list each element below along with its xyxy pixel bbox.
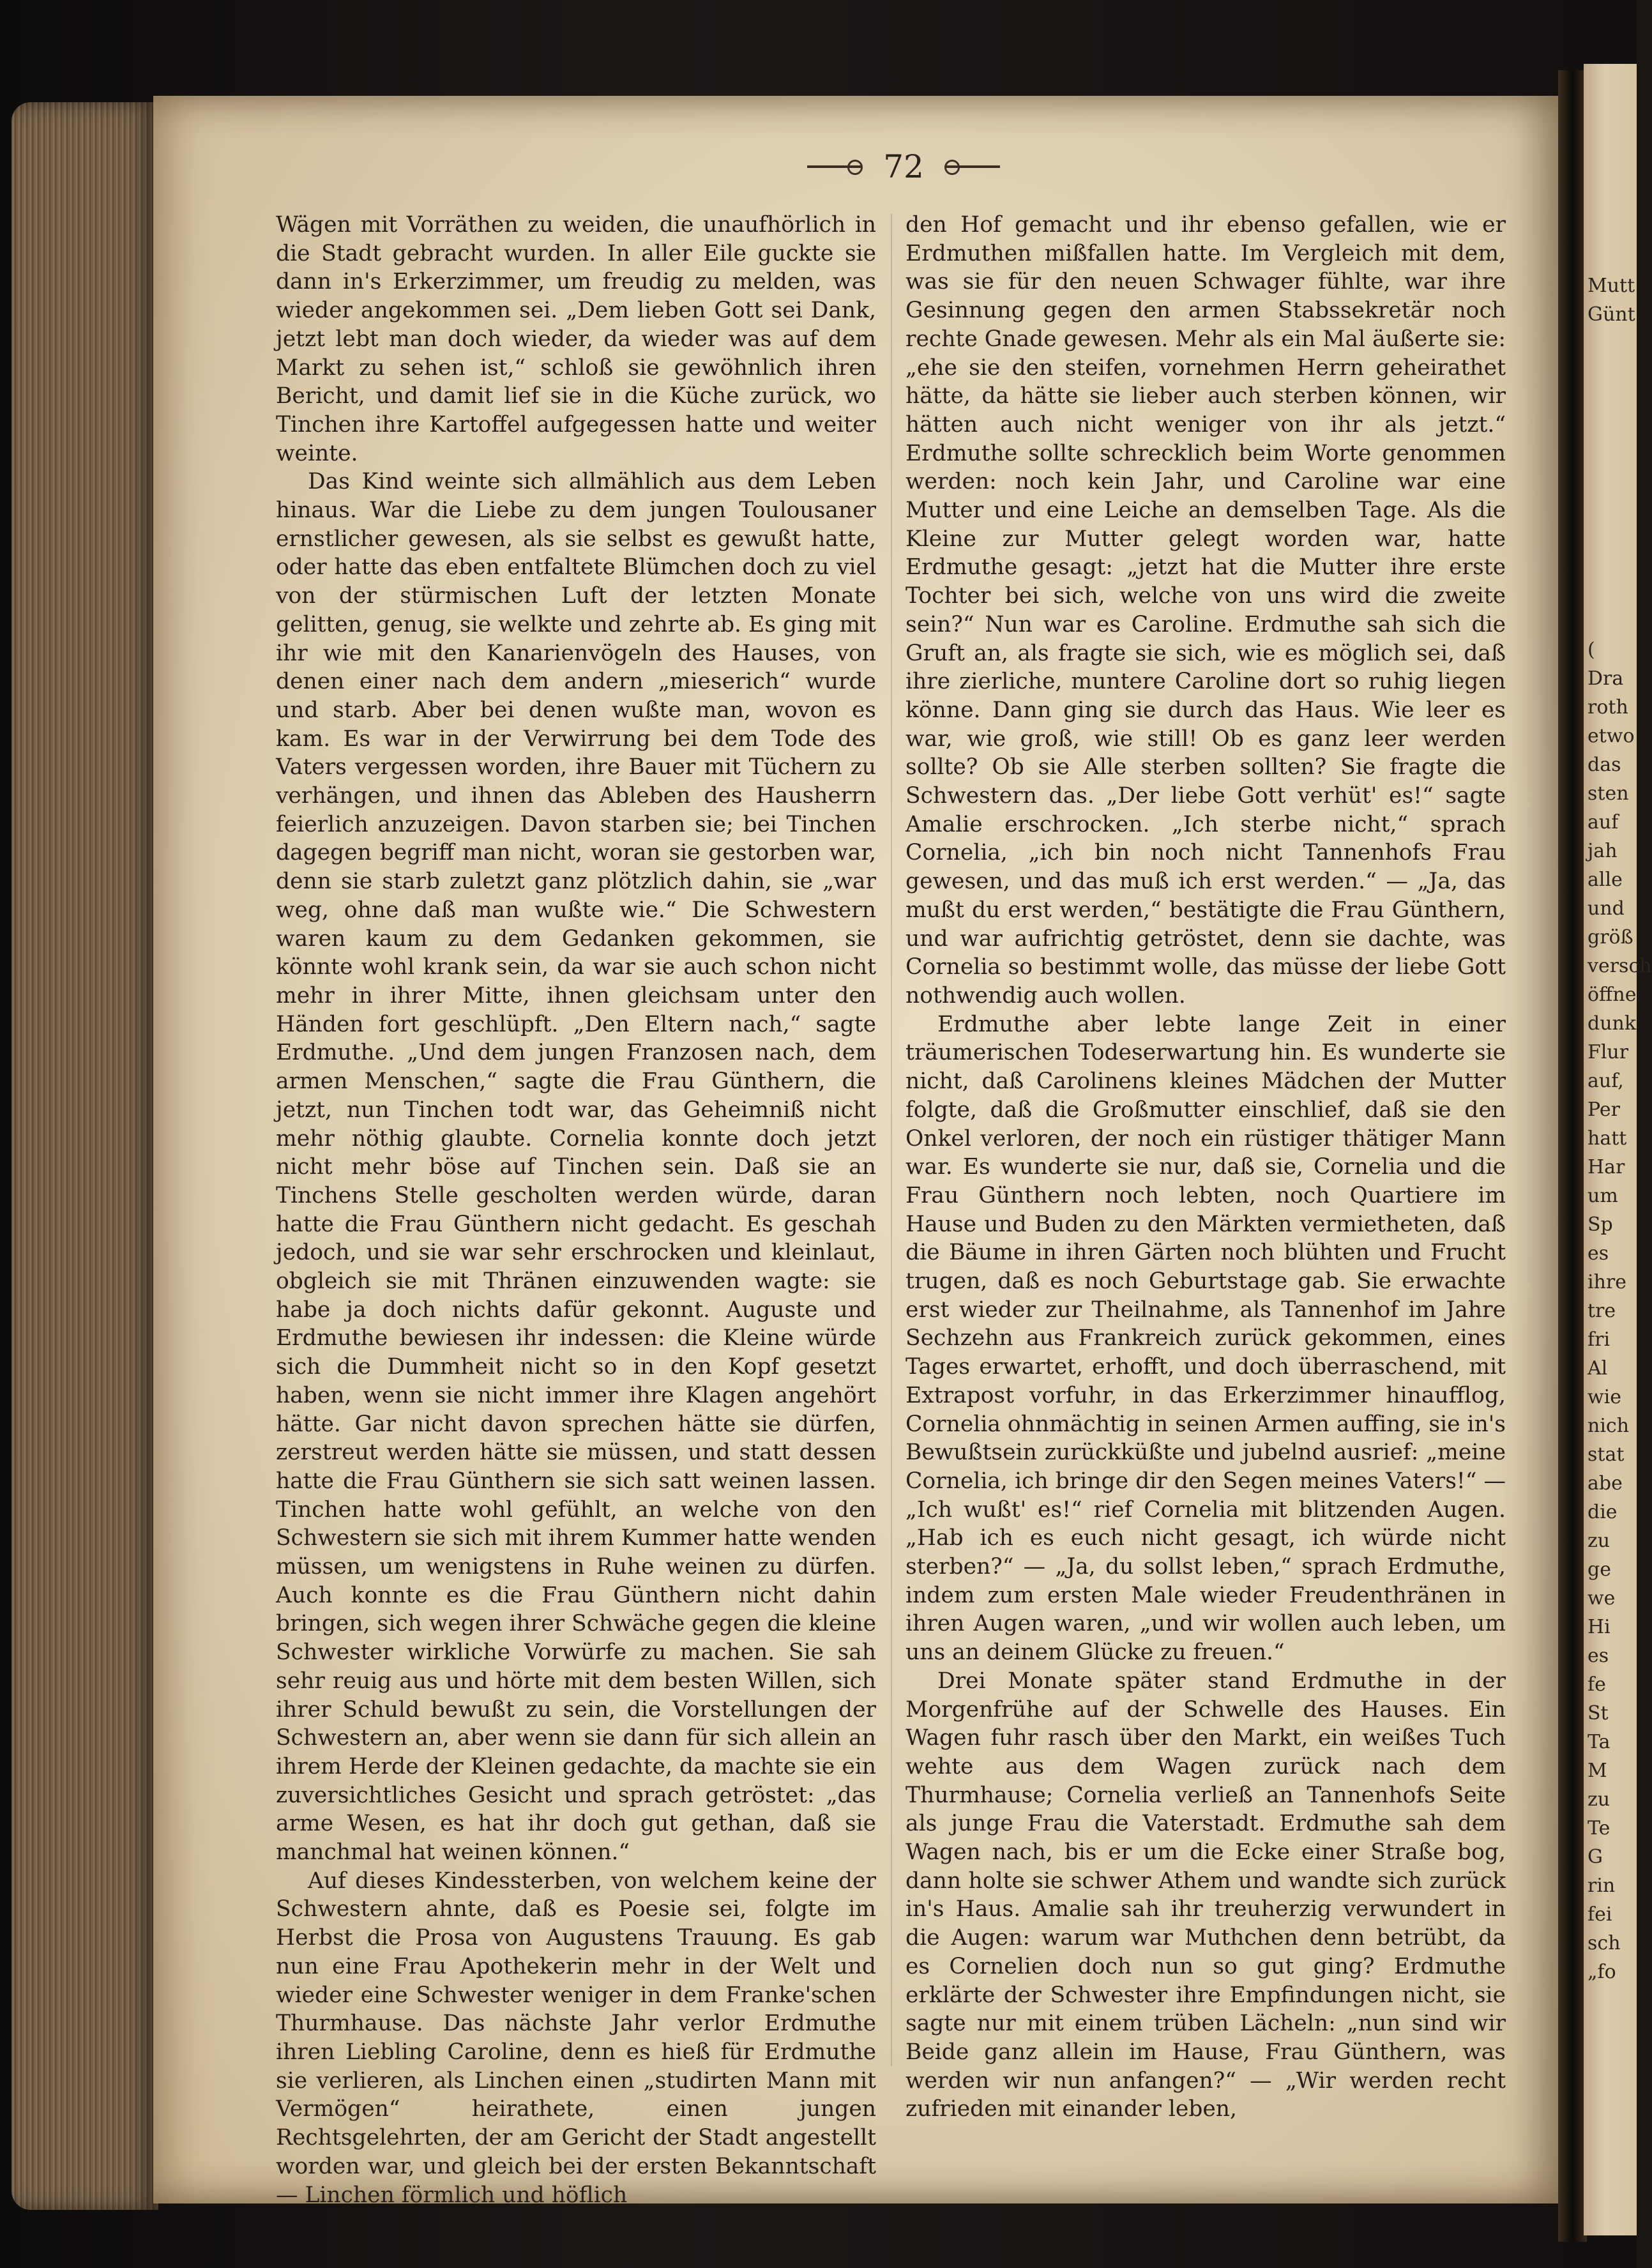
next-page-text-fragment: jah <box>1588 840 1618 862</box>
next-page-text-fragment: M <box>1588 1760 1607 1782</box>
paragraph: Erdmuthe aber lebte lange Zeit in einer träumerischen Todeserwartung hin. Es wunderte sie nicht, daß Carolinens kleines Mädchen der Mutter folgte, daß die Großmutter einschlief, daß sie den Onkel verloren, der noch ein rüstiger thätiger Mann war. Es wunderte sie nur, daß sie, Cornelia und die Frau Günthern noch lebten, noch Quartiere im Hause und Buden zu den Märkten vermietheten, daß die Bäume in ihren Gärten noch blühten und Frucht trugen, daß es noch Geburtstage gab. Sie erwachte erst wieder zur Theilnahme, als Tannenhof im Jahre Sechzehn aus Frankreich zurück gekommen, eines Tages erwartet, erhofft, und doch überraschend, mit Extrapost vorfuhr, in das Erkerzimmer hinaufflog, Cornelia ohnmächtig in seinen Armen auffing, sie in's Bewußtsein zurückküßte und jubelnd ausrief: „meine Cornelia, ich bringe dir den Segen meines Vaters!“ — „Ich wußt' es!“ rief Cornelia mit blitzenden Augen. „Hab ich es euch nicht gesagt, ich würde nicht sterben?“ — „Ja, du sollst leben,“ sprach Erdmuthe, indem zum ersten Male wieder Freudenthränen in ihren Augen waren, „und wir wollen auch leben, um uns an deinem Glücke zu freuen.“ <box>906 1011 1506 1666</box>
next-page-text-fragment: versch <box>1588 955 1652 977</box>
next-page-text-fragment: es <box>1588 1242 1609 1265</box>
next-page-text-fragment: auf, <box>1588 1070 1624 1092</box>
next-page-text-fragment: abe <box>1588 1472 1623 1495</box>
right-column <box>906 211 1506 2122</box>
next-page-text-fragment: zu <box>1588 1530 1610 1552</box>
next-page-text-fragment: dunk <box>1588 1012 1637 1035</box>
next-page-text-fragment: etwo <box>1588 725 1635 747</box>
next-page-text-fragment: die <box>1588 1501 1618 1523</box>
next-page-text-fragment: sten <box>1588 782 1629 805</box>
next-page-text-fragment: Al <box>1588 1357 1608 1380</box>
next-page-text-fragment: zu <box>1588 1788 1610 1811</box>
next-page-text-fragment: we <box>1588 1587 1616 1610</box>
next-page-text-fragment: hatt <box>1588 1127 1627 1150</box>
next-page-text-fragment: Dra <box>1588 667 1624 690</box>
next-page-text-fragment: Günt <box>1588 303 1635 326</box>
next-page-text-fragment: wie <box>1588 1386 1622 1408</box>
next-page-text-fragment: ( <box>1588 639 1595 661</box>
paragraph: Wägen mit Vorräthen zu weiden, die unaufhörlich in die Stadt gebracht wurden. In aller Eile guckte sie dann in's Erkerzimmer, um freudig zu melden, was wieder angekommen sei. „Dem lieben Gott sei Dank, jetzt lebt man doch wieder, da wieder was auf dem Markt zu sehen ist,“ schloß sie gewöhnlich ihren Bericht, und damit lief sie in die Küche zurück, wo Tinchen ihre Kartoffel aufgegessen hatte und weiter weinte. <box>276 212 876 466</box>
next-page-text-fragment: Sp <box>1588 1214 1613 1236</box>
next-page-text-fragment: es <box>1588 1645 1609 1667</box>
next-page-text-fragment: auf <box>1588 811 1619 833</box>
next-page-text-fragment: ge <box>1588 1558 1611 1581</box>
next-page-text-fragment: G <box>1588 1846 1603 1868</box>
next-page-text-fragment: ihre <box>1588 1271 1627 1293</box>
next-page-text-fragment: größ <box>1588 926 1633 948</box>
next-page-text-fragment: Har <box>1588 1156 1625 1178</box>
next-page-text-fragment: St <box>1588 1702 1609 1724</box>
next-page-text-fragment: fei <box>1588 1903 1612 1926</box>
right-ornament-icon <box>946 165 1000 168</box>
paragraph: Das Kind weinte sich allmählich aus dem Leben hinaus. War die Liebe zu dem jungen Toulousaner ernstlicher gewesen, als sie selbst es gewußt hatte, oder hatte das eben entfaltete Blümchen doch zu viel von der stürmischen Luft der letzten Monate gelitten, genug, sie welkte und zehrte ab. Es ging mit ihr wie mit den Kanarienvögeln des Hauses, von denen einer nach dem andern „mieserich“ wurde und starb. Aber bei denen wußte man, wovon es kam. Es war in der Verwirrung bei dem Tode des Vaters vergessen worden, ihre Bauer mit Tüchern zu verhängen, und ihnen das Ableben des Hausherrn feierlich anzuzeigen. Davon starben sie; bei Tinchen dagegen begriff man nicht, woran sie gestorben war, denn sie starb zuletzt ganz plötzlich dahin, sie „war weg, ohne daß man wußte wie.“ Die Schwestern waren kaum zu dem Gedanken gekommen, sie könnte wohl krank sein, da war sie auch schon nicht mehr in ihrer Mitte, ihnen gleichsam unter den Händen fort geschlüpft. „Den Eltern nach,“ sagte Erdmuthe. „Und dem jungen Franzosen nach, dem armen Menschen,“ sagte die Frau Günthern, die jetzt, nun Tinchen todt war, das Geheimniß nicht mehr nöthig glaubte. Cornelia konnte doch jetzt nicht mehr böse auf Tinchen sein. Daß sie an Tinchens Stelle gescholten werden würde, daran hatte die Frau Günthern nicht gedacht. Es geschah jedoch, und sie war sehr erschrocken und kleinlaut, obgleich sie mit Thränen einzuwenden wagte: sie habe ja doch nichts dafür gekonnt. Auguste und Erdmuthe bewiesen ihr indessen: die Kleine würde sich die Dummheit nicht so in den Kopf gesetzt haben, wenn sie nicht immer ihre Klagen angehört hätte. Gar nicht davon sprechen hätte sie dürfen, zerstreut werden hätte sie müssen, und statt dessen hatte die Frau Günthern sie sich satt weinen lassen. Tinchen hatte wohl gefühlt, an welche von den Schwestern sie sich mit ihrem Kummer hatte wenden müssen, um wenigstens in Ruhe weinen zu dürfen. Auch konnte es die Frau Günthern nicht dahin bringen, sich wegen ihrer Schwäche gegen die kleine Schwester wirkliche Vorwürfe zu machen. Sie sah sehr reuig aus und hörte mit dem besten Willen, sich ihrer Schuld bewußt zu sein, die Vorstellungen der Schwestern an, aber wenn sie dann für sich allein an ihrem Herde der Kleinen gedachte, da machte sie ein zuversichtliches Gesicht und sprach getröstet: „das arme Wesen, es hat ihr doch gut gethan, daß sie manchmal hat weinen können.“ <box>276 469 876 1866</box>
next-page-text-fragment: Per <box>1588 1099 1620 1121</box>
next-page-text-fragment: Te <box>1588 1817 1610 1839</box>
next-page-text-fragment: „fo <box>1588 1961 1616 1983</box>
page-header <box>782 146 1025 190</box>
book-gutter <box>1558 70 1587 2242</box>
next-page-text-fragment: Mutt <box>1588 275 1635 297</box>
next-page-text-fragment: das <box>1588 754 1621 776</box>
next-page-text-fragment: fe <box>1588 1673 1606 1696</box>
next-page-text-fragment: Flur <box>1588 1041 1629 1063</box>
next-page-text-fragment: fri <box>1588 1328 1610 1351</box>
next-page-text-fragment: sch <box>1588 1932 1621 1954</box>
next-page-text-fragment: und <box>1588 897 1625 920</box>
next-page-text-fragment: rin <box>1588 1875 1616 1897</box>
column-divider <box>891 214 892 2066</box>
paragraph: den Hof gemacht und ihr ebenso gefallen, wie er Erdmuthen mißfallen hatte. Im Vergleich mit dem, was sie für den neuen Schwager fühlte, war ihre Gesinnung gegen den armen Stabssekretär noch rechte Gnade gewesen. Mehr als ein Mal äußerte sie: „ehe sie den steifen, vornehmen Herrn geheirathet hätte, da hätte sie lieber auch sterben können, wir hätten auch nicht weniger von ihr als jetzt.“ Erdmuthe sollte schrecklich beim Worte genommen werden: noch kein Jahr, und Caroline war eine Mutter und eine Leiche an demselben Tage. Als die Kleine zur Mutter gelegt worden war, hatte Erdmuthe gesagt: „jetzt hat die Mutter ihre erste Tochter bei sich, welche von uns wird die zweite sein?“ Nun war es Caroline. Erdmuthe sah sich die Gruft an, als fragte sie sich, wie es möglich sei, daß ihre zierliche, muntere Caroline dort so ruhig liegen könne. Dann ging sie durch das Haus. Wie leer es war, wie groß, wie still! Ob es ganz leer werden sollte? Ob sie Alle sterben sollten? Sie fragte die Schwestern das. „Der liebe Gott verhüt' es!“ sagte Amalie erschrocken. „Ich sterbe nicht,“ sprach Cornelia, „ich bin noch nicht Tannenhofs Frau gewesen, und das muß ich erst werden.“ — „Ja, das mußt du erst werden,“ bestätigte die Frau Günthern, und war aufrichtig getröstet, denn sie dachte, was Cornelia so bestimmt wolle, das müsse der liebe Gott nothwendig auch wollen. <box>906 212 1506 1008</box>
next-page-text-fragment: öffne <box>1588 984 1637 1006</box>
left-ornament-icon <box>807 165 861 168</box>
next-page-text-fragment: Ta <box>1588 1731 1610 1753</box>
left-column <box>276 211 876 2208</box>
next-page-text-fragment: stat <box>1588 1443 1625 1466</box>
next-page-text-fragment: tre <box>1588 1300 1616 1322</box>
page-number: 72 <box>883 148 924 185</box>
next-page-text-fragment: roth <box>1588 696 1628 719</box>
next-page-fragment <box>1584 64 1652 2235</box>
paragraph: Auf dieses Kindessterben, von welchem keine der Schwestern ahnte, daß es Poesie sei, folgte im Herbst die Prosa von Augustens Trauung. Es gab nun eine Frau Apothekerin mehr in der Welt und wieder eine Schwester weniger in dem Franke'schen Thurmhause. Das nächste Jahr verlor Erdmuthe ihren Liebling Caroline, denn es hieß für Erdmuthe sie verlieren, als Linchen einen „studirten Mann mit Vermögen“ heirathete, einen jungen Rechtsgelehrten, der am Gericht der Stadt angestellt worden war, und gleich bei der ersten Bekanntschaft — Linchen förmlich und höflich <box>276 1868 876 2208</box>
next-page-text-fragment: nich <box>1588 1415 1630 1437</box>
next-page-text-fragment: Hi <box>1588 1616 1610 1638</box>
book-page-edges <box>11 102 158 2210</box>
next-page-text-fragment: um <box>1588 1185 1618 1207</box>
paragraph: Drei Monate später stand Erdmuthe in der Morgenfrühe auf der Schwelle des Hauses. Ein Wagen fuhr rasch über den Markt, ein weißes Tuch wehte aus dem Wagen zurück nach dem Thurmhause; Cornelia verließ an Tannenhofs Seite als junge Frau die Vaterstadt. Erdmuthe sah dem Wagen nach, bis er um die Ecke einer Straße bog, dann holte sie schwer Athem und wandte sich zurück in's Haus. Amalie sah ihr treuherzig verwundert in die Augen: warum war Muthchen denn betrübt, da es Cornelien doch nun so gut ging? Erdmuthe erklärte der Schwester ihre Empfindungen nicht, sie sagte nur mit einem trüben Lächeln: „nun sind wir Beide ganz allein im Hause, Frau Günthern, was werden wir nun anfangen?“ — „Wir werden recht zufrieden mit einander leben, <box>906 1668 1506 2122</box>
next-page-text-fragment: alle <box>1588 869 1623 891</box>
